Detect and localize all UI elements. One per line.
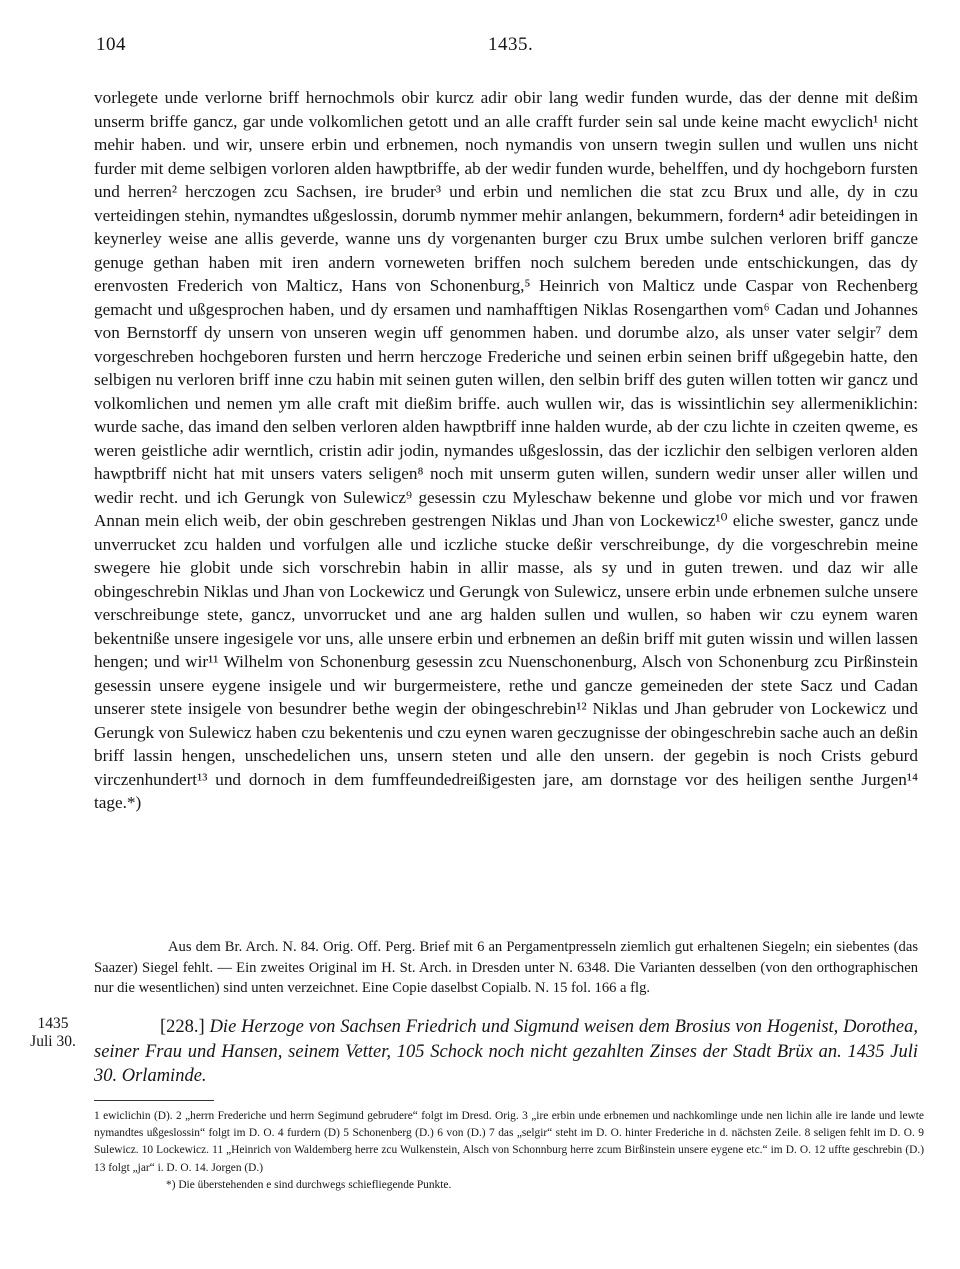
footnote-rule — [94, 1100, 214, 1101]
document-regest: Die Herzoge von Sachsen Friedrich und Sigmund weisen dem Brosius von Hogenist, Dorothea, seiner Frau und Hansen, seinem Vetter, 105 Schock noch nicht gezahlten Zinses der Stadt Brüx an. 1435 Juli 30. Orlaminde. — [94, 1017, 918, 1086]
document-number: [228.] — [160, 1017, 205, 1037]
footnotes — [94, 1108, 924, 1194]
page-number: 104 — [96, 34, 126, 55]
margin-date-year: 1435 — [37, 1015, 69, 1032]
source-note: Aus dem Br. Arch. N. 84. Orig. Off. Perg. Brief mit 6 an Pergamentpresseln ziemlich gut erhaltenen Siegeln; ein siebentes (das Saazer) Siegel fehlt. — Ein zweites Original im H. St. Arch. in Dresden unter N. 6348. Die Varianten desselben (von den orthographischen nur die wesentlichen) sind unten verzeichnet. Eine Copie daselbst Copialb. N. 15 fol. 166 a flg. — [94, 939, 918, 996]
footnotes-main: 1 ewiclichin (D). 2 „herrn Frederiche und herrn Segimund gebrudere“ folgt im Dresd. Orig. 3 „ire erbin unde erbnemen und nachkomlinge unde nen lichin alle ire lande und lewte nymandtes ußgeslossin“ folgt im D. O. 4 furdern (D) 5 Schonenberg (D.) 6 von (D.) 7 das „selgir“ steht im D. O. hinter Frederiche in d. nächsten Zeile. 8 seligen fehlt im D. O. 9 Sulewicz. 10 Lockewicz. 11 „Heinrich von Waldemberg herre zcu Wulkenstein, Alsch von Schonnburg herre zcum Birßinstein unsere eygene etc.“ im D. O. 12 uffte geschrebin (D.) 13 folgt „jar“ i. D. O. 14. Jorgen (D.) — [94, 1110, 924, 1174]
margin-date — [18, 1015, 88, 1051]
margin-date-day: Juli 30. — [30, 1033, 76, 1050]
footnote-star: *) Die überstehenden e sind durchwegs schiefliegende Punkte. — [166, 1178, 452, 1191]
document-heading — [94, 1015, 918, 1089]
running-head-year: 1435. — [488, 34, 534, 55]
charter-body-text: vorlegete unde verlorne briff hernochmols obir kurcz adir obir lang wedir funden wurde, das der denne mit deßim unserm briffe gancz, gar unde volkomlichen getott und an alle crafft furder sein sal unde keine macht ewyclich¹ nicht mehir haben. und wir, unsere erbin und erbnemen, noch nymandis von unsern twegin sullen und wullen uns nicht furder mit deme selbigen vorloren alden hawptbriffe, ab der wedir funden wurde, behelffen, und dy hochgeborn fursten und herren² herczogen zcu Sachsen, ire bruder³ und erbin und nemlichen die stat zcu Brux und alle, dy in czu verteidingen stehin, nymandtes ußgeslossin, dorumb nymmer mehir anlangen, bekummern, fordern⁴ adir beteidingen in keynerley weise ane allis geverde, wanne uns dy vorgenanten burger czu Brux umbe sulchen verloren briff gancze genuge gethan haben mit iren andern vorneweten briffen noch sulchem bereden unde entschickungen, das dy erenvosten Frederich von Malticz, Hans von Schonenburg,⁵ Heinrich von Malticz unde Caspar von Rechenberg gemacht und ußgesprochen haben, und dy ersamen und namhafftigen Niklas Rosengarthen vom⁶ Cadan und Johannes von Bernstorff dy unsern von unseren wegin uff genommen haben. und dorumbe alzo, als unser vater selgir⁷ dem vorgeschreben hochgeboren fursten und herrn herczoge Frederiche und seinen erbin seinen briff ußgegebin hatte, den selbigen nu verloren briff inne czu habin mit seinen guten willen, den selbin briff des guten willen totten wir gancz und volkomlichen und nemen ym alle craft mit dießim briffe. auch wullen wir, das is wissintlichin sey allermeniklichin: wurde sache, das imand den selben verloren alden hawptbriff inne halden wurde, ab der czu lichte in czeiten qweme, es weren geistliche adir werntlich, cristin adir jodin, nymandes ußgeslossin, das der iczlichir den selbigen verloren alden hawptbriff nicht hat mit unsers vaters seligen⁸ noch mit unserm guten willen, sundern wedir unser aller willen und wedir recht. und ich Gerungk von Sulewicz⁹ gesessin czu Myleschaw bekenne und globe vor mich und vor frawen Annan mein elich weib, der obin geschreben gestrengen Niklas und Jhan von Lockewicz¹⁰ eliche swester, gancz unde unverrucket zcu halden und vorfulgen alle und iczliche stucke deßir verschreibunge, dy die vorgeschrebin meine swegere hie globit unde sich vorschrebin habin in allir masse, als sy und in guten trewen. und daz wir alle obingeschrebin Niklas und Jhan von Lockewicz und Gerungk von Sulewicz, unsere erbin unde erbnemen sulche unsere verschreibunge stete, gancz, unvorrucket und ane arg halden sullen und wullen, so haben wir czu eynem waren bekentniße unsere ingesigele vor uns, alle unsere erbin und erbnemen an deßin briff mit guten wissin und willen lassen hengen; und wir¹¹ Wilhelm von Schonenburg gesessin zcu Nuenschonenburg, Alsch von Schonenburg zcu Pirßinstein gesessin unsere eygene insigele und wir burgermeistere, rethe und gancze gemeineden der stete Sacz und Cadan unserer stete insigele von besundrer bethe wegin der obingeschrebin¹² Niklas und Jhan gebruder von Lockewicz und Gerungk von Sulewicz haben czu bekentenis und czu eynen waren geczugnisse der obingeschrebin sache auch an deßin briff lassin hengen, unschedelichen uns, unsern steten und alle den unsern. der gegebin is noch Crists geburd virczenhundert¹³ und dornoch in dem fumffeundedreißigesten jare, am dornstage vor des heiligen senthe Jurgen¹⁴ tage.*) — [94, 88, 918, 812]
